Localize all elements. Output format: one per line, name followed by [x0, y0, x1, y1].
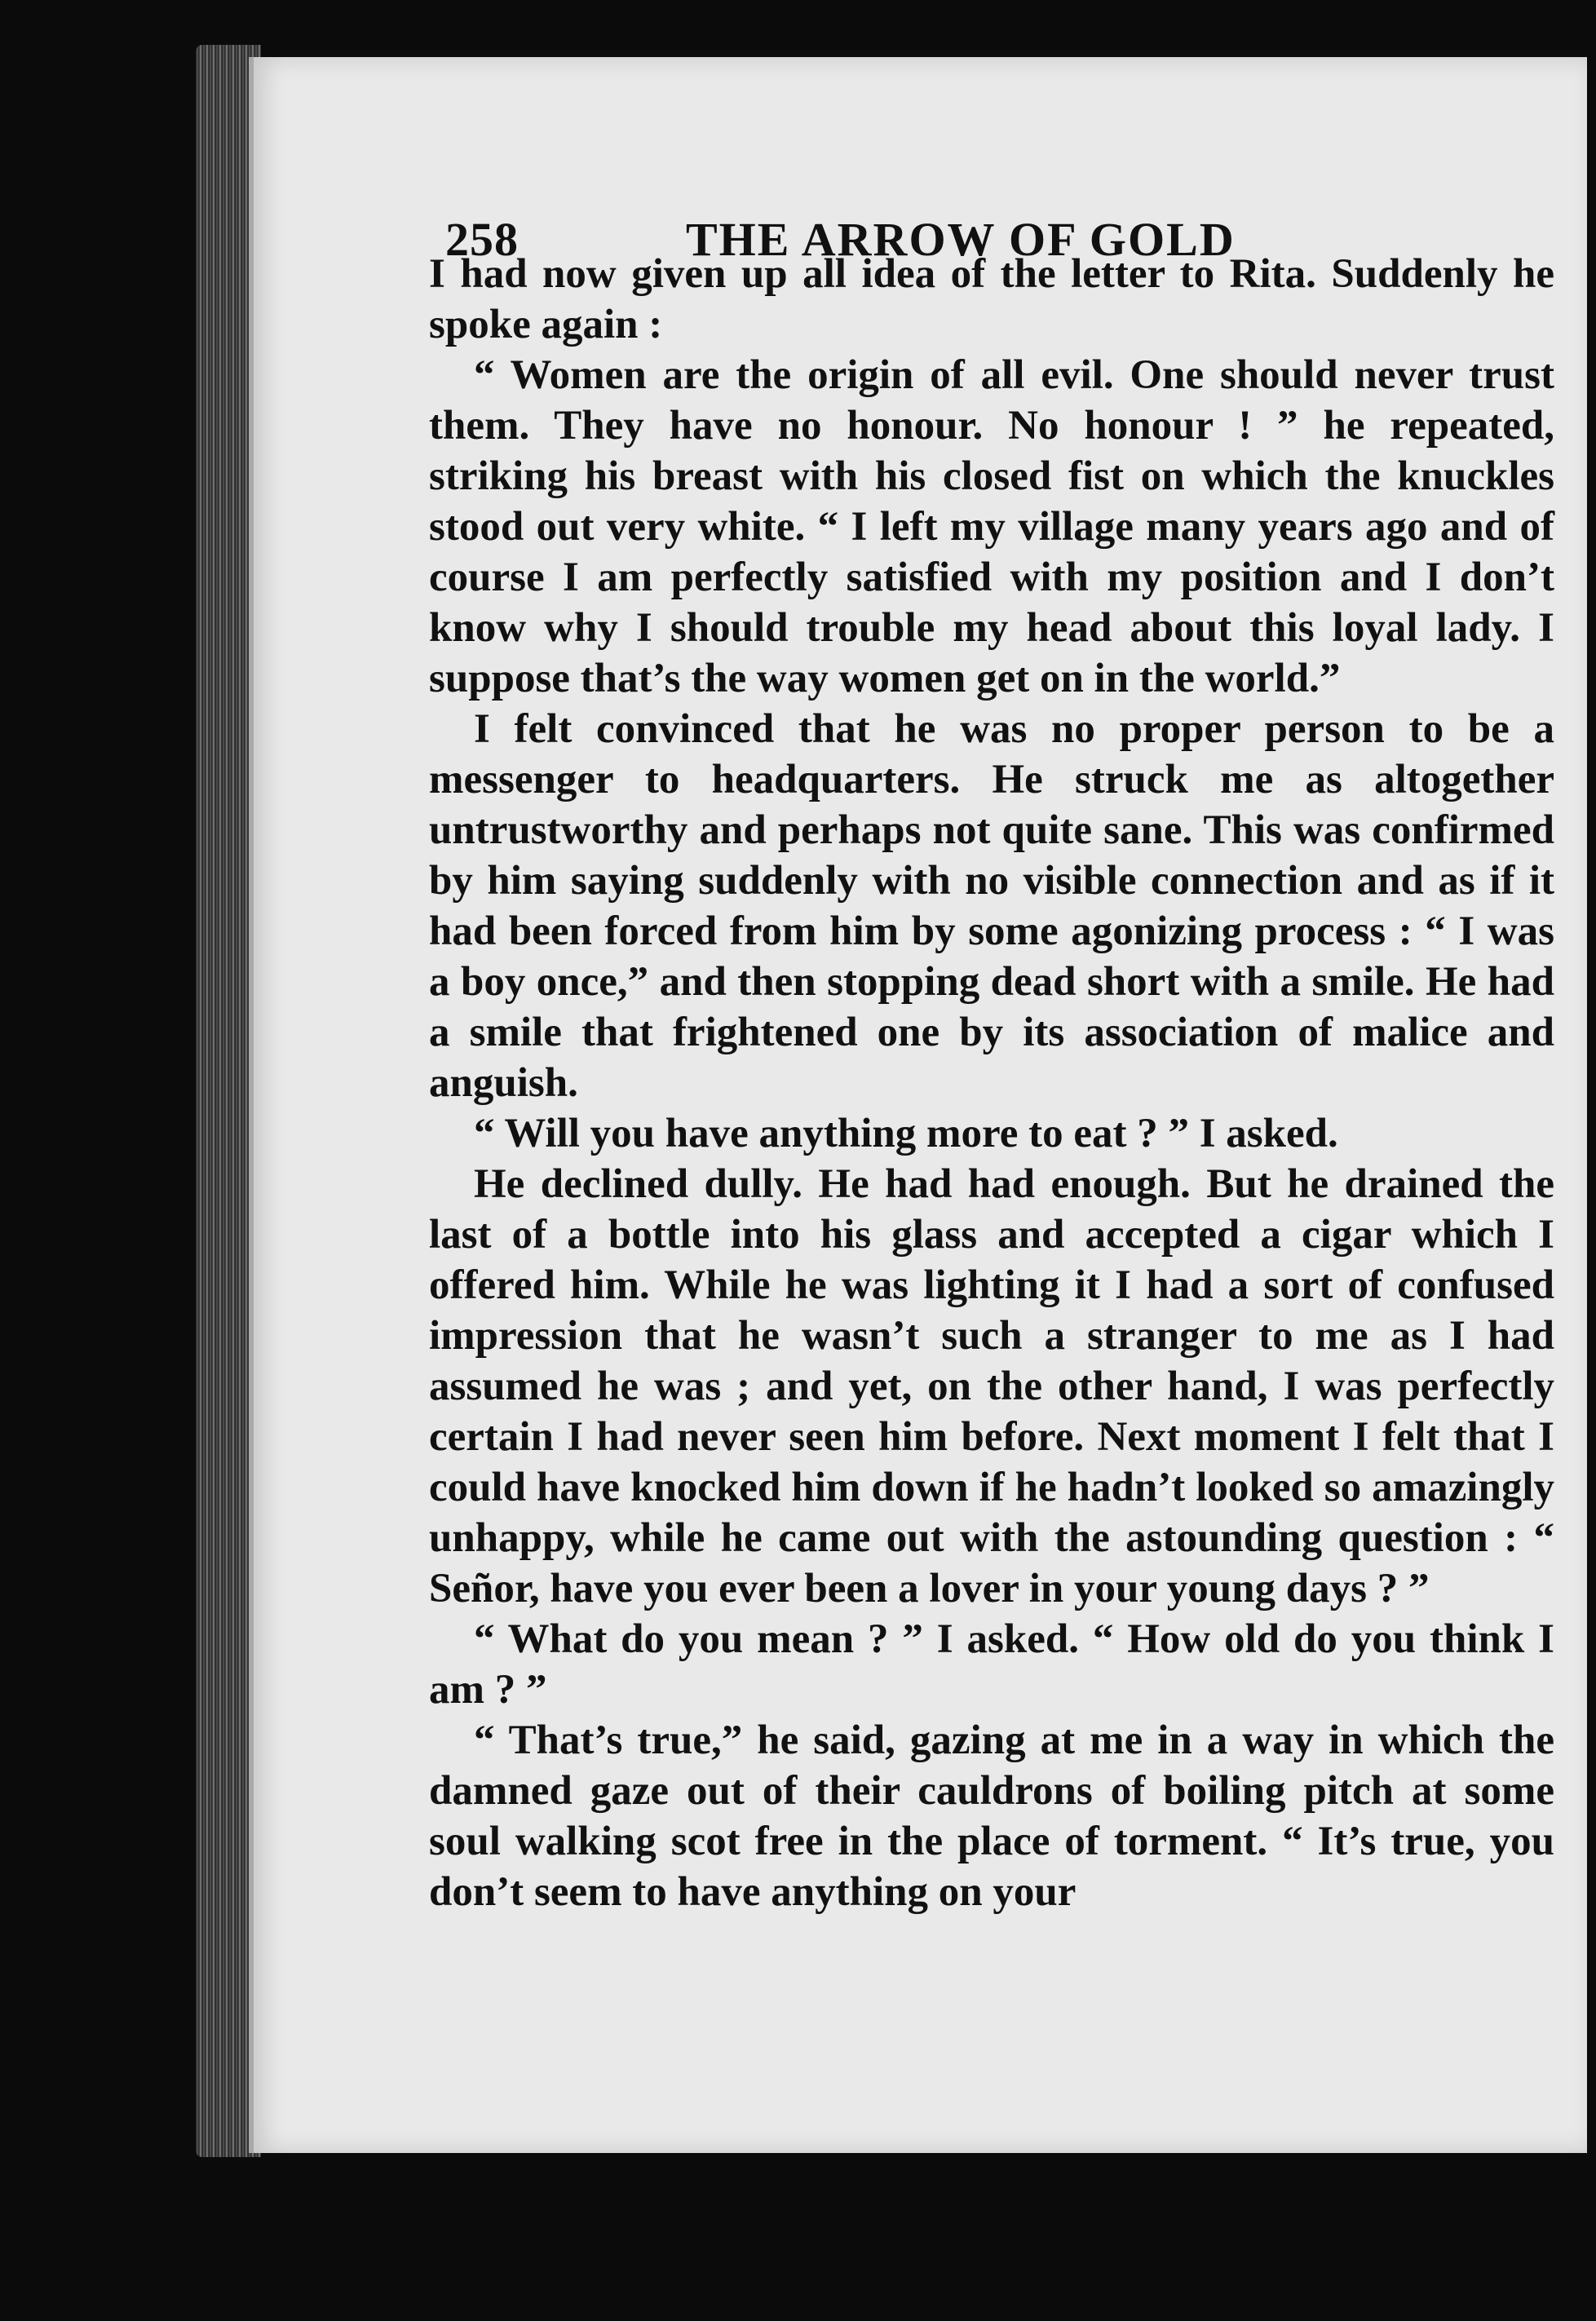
paragraph: He declined dully. He had had enough. But he drained the last of a bottle into his glass and accepted a cigar which I offered him. While he was lighting it I had a sort of confused impression that he wasn’t such a stranger to me as I had assumed he was ; and yet, on the other hand, I was perfectly certain I had never seen him before. Next moment I felt that I could have knocked him down if he hadn’t looked so amazingly unhappy, while he came out with the astounding question : “ Señor, have you ever been a lover in your young days ? ”: [429, 1161, 1554, 1611]
paragraph: “ That’s true,” he said, gazing at me in a way in which the damned gaze out of their cauldrons of boiling pitch at some soul walking scot free in the place of torment. “ It’s true, you don’t seem to have anything on your: [429, 1718, 1554, 1915]
book-page: [249, 57, 1587, 2153]
paragraph: I had now given up all idea of the letter to Rita. Suddenly he spoke again :: [429, 251, 1554, 347]
page-number: 258: [445, 213, 519, 266]
page-header: [429, 159, 1554, 266]
paragraph: “ Women are the origin of all evil. One should never trust them. They have no honour. No honour ! ” he repeated, striking his breast with his closed fist on which the knuckles stood out very white. “ I left my village many years ago and of course I am perfectly satisfied with my position and I don’t know why I should trouble my head about this loyal lady. I suppose that’s the way women get on in the world.”: [429, 352, 1554, 701]
paragraph: “ What do you mean ? ” I asked. “ How old do you think I am ? ”: [429, 1616, 1554, 1713]
page-content: [429, 159, 1554, 1917]
paragraph: “ Will you have anything more to eat ? ” I asked.: [474, 1111, 1338, 1156]
paragraph: I felt convinced that he was no proper person to be a messenger to headquarters. He struck me as altogether untrustworthy and perhaps not quite sane. This was confirmed by him saying suddenly with no visible connection and as if it had been forced from him by some agonizing process : “ I was a boy once,” and then stopping dead short with a smile. He had a smile that frightened one by its association of malice and anguish.: [429, 706, 1554, 1106]
body-text: [429, 249, 1554, 1917]
running-title: THE ARROW OF GOLD: [686, 213, 1236, 266]
